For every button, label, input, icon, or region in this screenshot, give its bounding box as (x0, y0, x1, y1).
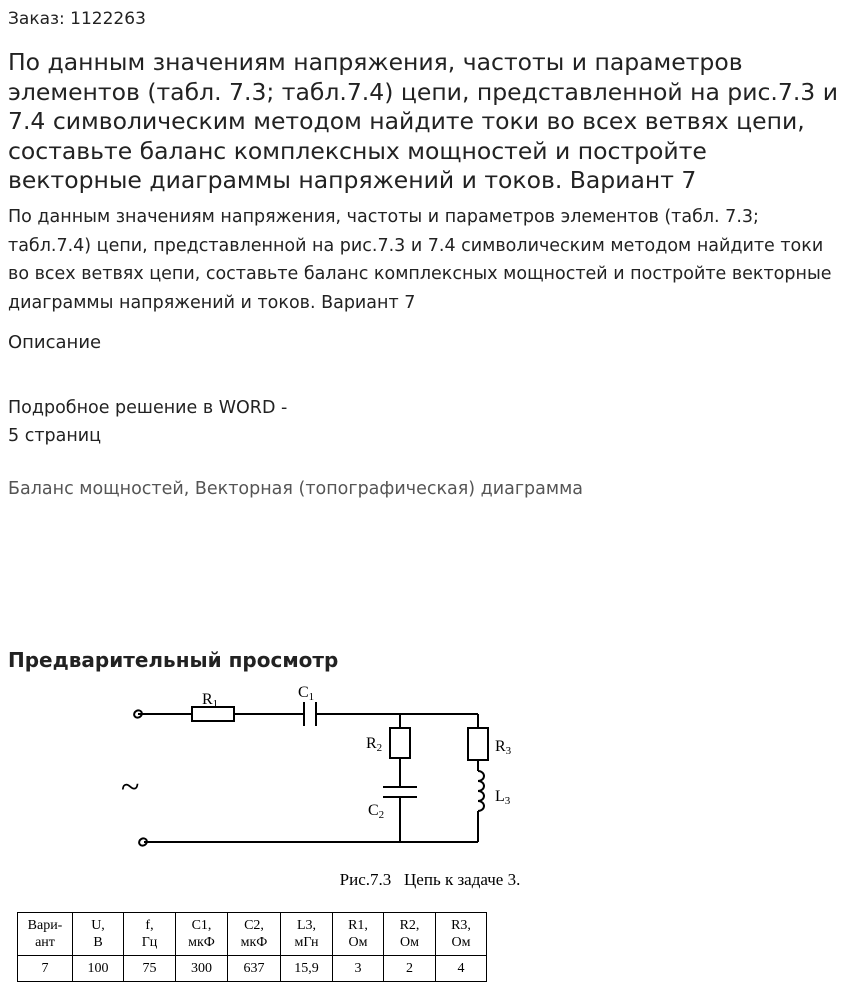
topic-tags: Баланс мощностей, Векторная (топографическая) диаграмма (8, 479, 584, 499)
table-cell: 637 (228, 956, 281, 982)
preview-heading: Предварительный просмотр (8, 648, 339, 672)
solution-format: Подробное решение в WORD - (8, 398, 288, 418)
inductor-l3 (478, 771, 484, 811)
header-r1: R1, Ом (333, 913, 384, 956)
terminal-bottom (138, 837, 148, 847)
table-cell: 3 (333, 956, 384, 982)
table-cell: 4 (436, 956, 487, 982)
page-title: По данным значениям напряжения, частоты и параметров элементов (табл. 7.3; табл.7.4) цепи, представленной на рис.7.3 и 7.4 символическим методом найдите токи во всех ветвях цепи, составьте баланс комплексных мощностей и постройте векторные диаграммы напряжений и токов. Вариант 7 (8, 48, 839, 194)
header-r2: R2, Ом (384, 913, 436, 956)
label-r2: R2 (366, 735, 383, 754)
order-number: Заказ: 1122263 (8, 9, 146, 29)
header-r3: R3, Ом (436, 913, 487, 956)
header-c1: C1, мкФ (176, 913, 228, 956)
table-cell: 100 (73, 956, 124, 982)
header-variant: Вари- ант (18, 913, 73, 956)
label-l3: L3 (495, 788, 511, 807)
header-l3: L3, мГн (281, 913, 333, 956)
table-cell: 2 (384, 956, 436, 982)
table-cell: 15,9 (281, 956, 333, 982)
table-header-row (18, 913, 487, 956)
resistor-r2 (390, 728, 410, 758)
table-cell: 75 (124, 956, 176, 982)
table-cell: 300 (176, 956, 228, 982)
label-r1: R1 (202, 691, 219, 710)
header-c2: C2, мкФ (228, 913, 281, 956)
description-heading: Описание (8, 332, 102, 353)
lead-text: По данным значениям напряжения, частоты и параметров элементов (табл. 7.3; табл.7.4) цепи, представленной на рис.7.3 и 7.4 символическим методом найдите токи во всех ветвях цепи, составьте баланс комплексных мощностей и постройте векторные диаграммы напряжений и токов. Вариант 7 (8, 207, 832, 314)
circuit-diagram (0, 672, 847, 868)
label-r3: R3 (495, 738, 512, 757)
ac-source-symbol: ~ (121, 769, 140, 806)
page-count: 5 страниц (8, 426, 102, 446)
table-cell: 7 (18, 956, 73, 982)
label-c2: C2 (368, 802, 385, 821)
parameters-table (17, 912, 487, 982)
header-voltage: U, В (73, 913, 124, 956)
figure-caption: Рис.7.3 Цепь к задаче 3. (339, 870, 521, 889)
table-row (18, 956, 487, 982)
header-frequency: f, Гц (124, 913, 176, 956)
solution-details (8, 394, 287, 450)
label-c1: C1 (298, 684, 315, 703)
resistor-r3 (468, 728, 488, 760)
